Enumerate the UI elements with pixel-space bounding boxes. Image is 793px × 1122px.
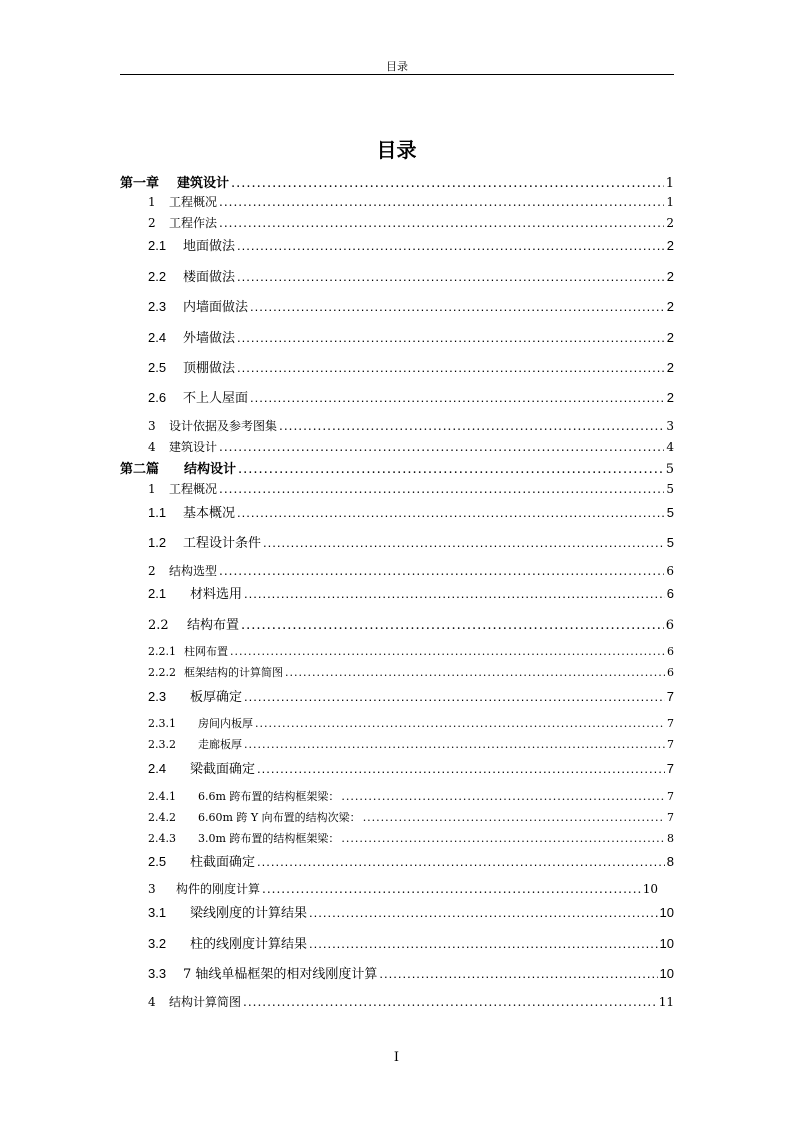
toc-entry-number: 2.4.3 [148,832,176,845]
toc-leader [237,269,665,284]
toc-leader [230,645,665,658]
toc-entry-page: 2 [666,299,674,314]
toc-entry-number: 2.2.1 [148,645,176,658]
toc-entry-page: 7 [667,738,674,751]
toc-entry[interactable] [148,214,674,234]
toc-entry-title: 7 轴线单榀框架的相对线刚度计算 [183,967,378,982]
toc-entry-title: 柱的线刚度计算结果 [190,937,308,952]
toc-entry-page: 3 [666,419,674,433]
toc-entry-title: 建筑设计 [169,440,218,454]
toc-entry-page: 2 [666,330,674,345]
toc-entry-page: 7 [667,790,674,803]
toc-entry-number: 2.5 [148,360,167,375]
toc-entry-title: 外墙做法 [183,331,236,346]
toc-entry-page: 2 [666,238,674,253]
toc-entry-title: 框架结构的计算简图 [184,666,283,679]
toc-entry-title: 结构设计 [184,462,237,477]
toc-entry-title: 工程设计条件 [183,536,262,551]
toc-entry[interactable] [148,562,674,582]
toc-entry-page: 2 [666,269,674,284]
toc-entry-number: 第一章 [120,176,160,191]
toc-entry-page: 7 [666,689,674,704]
toc-entry-number: 2 [148,564,156,578]
toc-entry-page: 8 [666,854,674,869]
toc-entry-number: 2.2.2 [148,666,176,679]
toc-entry[interactable] [120,172,674,192]
toc-entry[interactable] [148,357,674,377]
toc-entry-title: 不上人屋面 [183,391,249,406]
toc-leader [255,717,665,730]
toc-entry-title: 柱截面确定 [190,855,256,870]
toc-entry-number: 2.1 [148,586,167,601]
toc-entry[interactable] [148,880,658,900]
toc-leader [279,419,664,433]
toc-entry-number: 2.3.1 [148,717,176,730]
toc-entry-title: 地面做法 [183,239,236,254]
toc-entry[interactable] [148,193,674,213]
toc-entry[interactable] [148,993,674,1013]
toc-entry-title: 工程概况 [169,195,218,209]
page-title: 目录 [376,138,417,162]
toc-leader [219,482,664,496]
toc-entry-page: 6 [667,666,674,679]
toc-leader [363,811,665,824]
toc-entry-number: 4 [148,440,156,454]
toc-leader [309,905,658,920]
toc-entry-page: 5 [665,462,674,477]
running-header: 目录 [386,60,408,73]
toc-entry[interactable] [148,266,674,286]
toc-leader [250,299,665,314]
toc-entry-number: 2.3 [148,299,167,314]
toc-entry-page: 10 [659,936,674,951]
toc-entry-number: 2.4 [148,330,167,345]
toc-entry[interactable] [148,532,674,552]
toc-entry-title: 结构布置 [187,618,240,633]
toc-entry-number: 2.5 [148,854,167,869]
toc-leader [262,882,641,896]
toc-entry-number: 4 [148,995,156,1009]
toc-entry[interactable] [148,438,674,458]
toc-entry[interactable] [148,296,674,316]
toc-leader [309,936,658,951]
toc-leader [219,216,664,230]
toc-entry[interactable] [148,614,674,634]
toc-entry-page: 6 [666,564,674,578]
toc-entry-page: 5 [666,535,674,550]
toc-entry[interactable] [120,458,674,478]
toc-entry-title: 结构计算简图 [169,995,242,1009]
toc-entry-page: 10 [659,966,674,981]
toc-entry[interactable] [148,715,674,735]
toc-entry-number: 1.1 [148,505,167,520]
toc-leader [219,195,664,209]
toc-entry-number: 2.2 [148,618,169,633]
toc-entry[interactable] [148,851,674,871]
toc-entry[interactable] [148,664,674,684]
header-rule [120,74,674,75]
toc-entry-number: 1 [148,195,156,209]
toc-entry[interactable] [148,830,674,850]
toc-entry-number: 2.4 [148,761,167,776]
toc-entry[interactable] [148,417,674,437]
toc-entry-page: 1 [665,176,674,191]
toc-leader [379,966,657,981]
toc-entry-page: 10 [659,905,674,920]
toc-leader [241,618,664,633]
toc-entry-page: 10 [642,882,658,896]
toc-entry-title: 基本概况 [183,506,236,521]
toc-entry-title: 构件的刚度计算 [176,882,261,896]
toc-entry-page: 5 [666,482,674,496]
toc-leader [341,832,665,845]
toc-entry-page: 7 [667,717,674,730]
toc-entry-page: 7 [667,811,674,824]
toc-entry[interactable] [148,643,674,663]
toc-leader [341,790,665,803]
toc-entry[interactable] [148,933,674,953]
toc-leader [257,761,665,776]
toc-entry-number: 3.1 [148,905,167,920]
toc-entry-number: 3 [148,419,156,433]
toc-leader [231,176,664,191]
toc-entry-title: 结构选型 [169,564,218,578]
toc-entry-title: 工程作法 [169,216,218,230]
toc-leader [237,505,665,520]
toc-leader [237,330,665,345]
toc-entry-title: 走廊板厚 [198,738,242,751]
toc-entry[interactable] [148,387,674,407]
toc-entry-title: 工程概况 [169,482,218,496]
toc-entry[interactable] [148,809,674,829]
toc-entry[interactable] [148,788,674,808]
toc-entry-page: 6 [665,618,674,633]
toc-entry-page: 5 [666,505,674,520]
toc-entry-title: 楼面做法 [183,270,236,285]
toc-entry[interactable] [148,327,674,347]
toc-entry-number: 3.2 [148,936,167,951]
toc-leader [263,535,665,550]
toc-leader [243,995,657,1009]
toc-entry-page: 6 [666,586,674,601]
toc-entry[interactable] [148,502,674,522]
toc-entry[interactable] [148,758,674,778]
toc-entry-title: 设计依据及参考图集 [169,419,278,433]
toc-entry-title: 顶棚做法 [183,361,236,376]
toc-entry-number: 2.1 [148,238,167,253]
toc-entry-page: 1 [666,195,674,209]
toc-entry-number: 2.3.2 [148,738,176,751]
toc-entry-number: 3 [148,882,156,896]
toc-entry-title: 房间内板厚 [198,717,253,730]
toc-entry-number: 3.3 [148,966,167,981]
toc-entry[interactable] [148,736,674,756]
toc-leader [238,462,664,477]
toc-entry-page: 8 [667,832,674,845]
toc-entry-number: 2.6 [148,390,167,405]
toc-leader [237,238,665,253]
page-number: I [393,1050,400,1065]
toc-entry-number: 2.4.2 [148,811,176,824]
toc-entry-number: 2 [148,216,156,230]
toc-entry-page: 11 [658,995,674,1009]
toc-entry-number: 2.4.1 [148,790,176,803]
toc-entry-title: 6.6m 跨布置的结构框架梁： [198,790,340,803]
toc-entry[interactable] [148,235,674,255]
toc-leader [237,360,665,375]
toc-entry-title: 梁线刚度的计算结果 [190,906,308,921]
toc-entry[interactable] [148,686,674,706]
toc-entry-title: 内墙面做法 [183,300,249,315]
toc-entry-page: 2 [666,216,674,230]
toc-entry[interactable] [148,963,674,983]
toc-entry[interactable] [148,902,674,922]
toc-entry-page: 7 [666,761,674,776]
toc-entry[interactable] [148,583,674,603]
toc-entry-page: 4 [666,440,674,454]
toc-entry[interactable] [148,480,674,500]
toc-leader [219,564,664,578]
toc-leader [285,666,665,679]
toc-entry-title: 材料选用 [190,587,243,602]
toc-leader [244,586,665,601]
toc-entry-number: 第二篇 [120,462,160,477]
toc-entry-number: 1 [148,482,156,496]
toc-entry-title: 建筑设计 [177,176,230,191]
toc-entry-title: 梁截面确定 [190,762,256,777]
toc-entry-number: 2.3 [148,689,167,704]
toc-entry-page: 6 [667,645,674,658]
toc-leader [244,738,665,751]
toc-leader [219,440,664,454]
toc-leader [257,854,665,869]
toc-entry-number: 2.2 [148,269,167,284]
toc-entry-page: 2 [666,360,674,375]
toc-leader [250,390,665,405]
toc-entry-title: 3.0m 跨布置的结构框架梁： [198,832,340,845]
toc-entry-title: 6.60m 跨 Y 向布置的结构次梁： [198,811,361,824]
toc-entry-title: 板厚确定 [190,690,243,705]
toc-entry-number: 1.2 [148,535,167,550]
toc-entry-title: 柱网布置 [184,645,228,658]
toc-entry-page: 2 [666,390,674,405]
toc-leader [244,689,665,704]
